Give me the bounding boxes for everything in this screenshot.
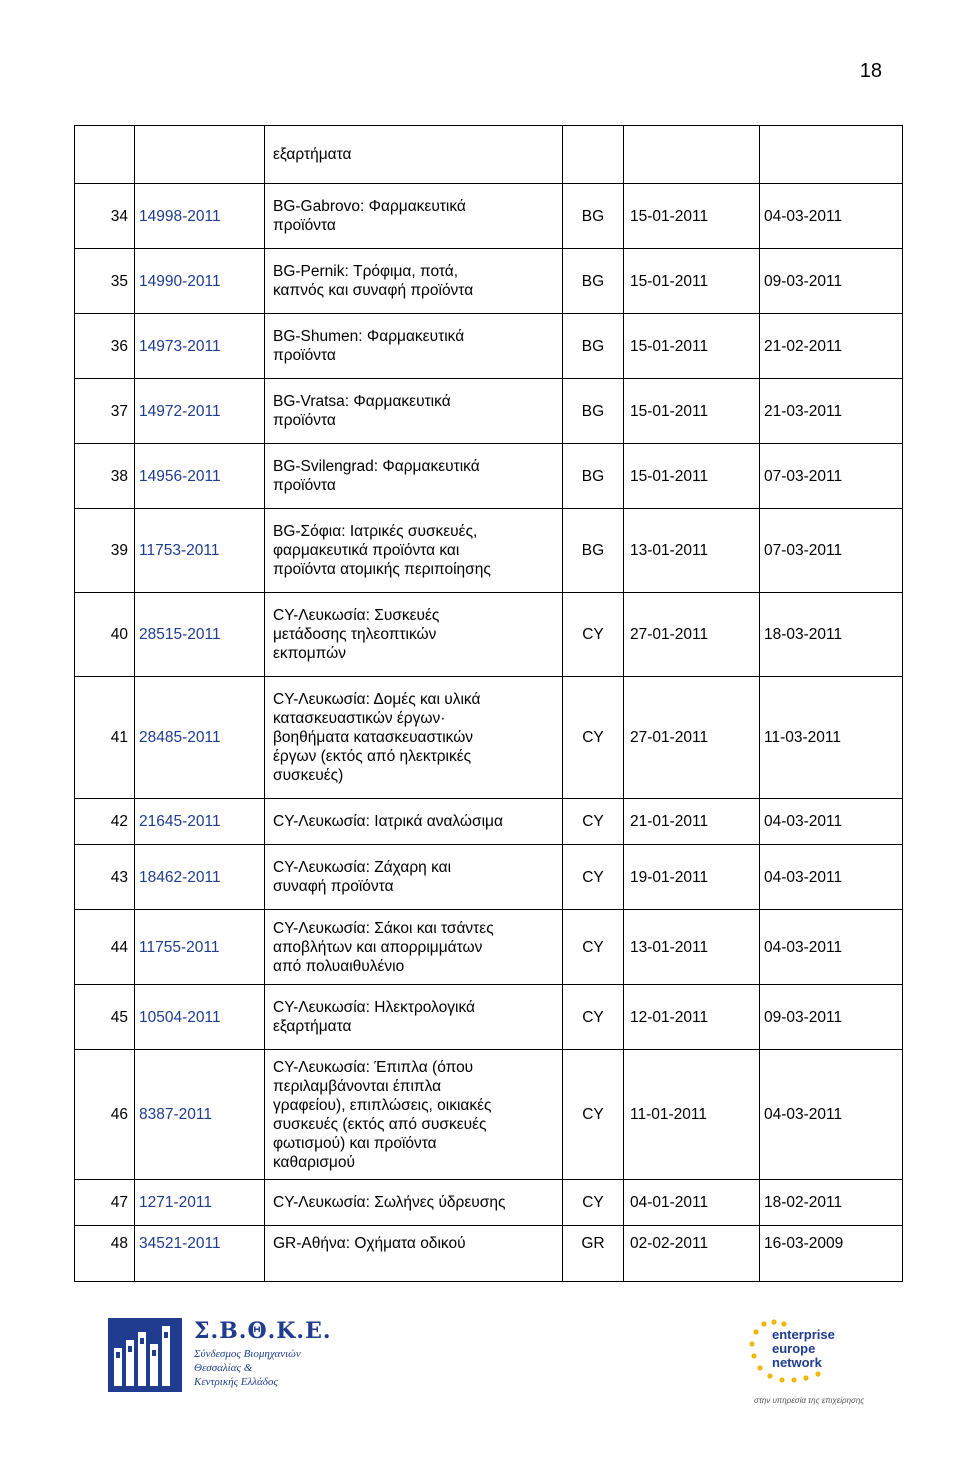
description-line: έργων (εκτός από ηλεκτρικές <box>273 748 472 765</box>
description-line: προϊόντα <box>273 217 336 234</box>
description-line: καθαρισμού <box>273 1153 355 1171</box>
cell-reference: 14998-2011 <box>135 184 265 249</box>
cell-date-deadline: 21-03-2011 <box>760 379 903 444</box>
cell-reference: 14973-2011 <box>135 314 265 379</box>
cell-country: GR <box>563 1226 624 1282</box>
table-row <box>75 1050 903 1180</box>
cell-index: 39 <box>75 509 135 593</box>
cell-index: 35 <box>75 249 135 314</box>
cell-date-published: 15-01-2011 <box>624 314 760 379</box>
description-line: περιλαμβάνονται έπιπλα <box>273 1077 442 1095</box>
cell-reference: 8387-2011 <box>135 1050 265 1180</box>
cell-description <box>265 379 563 444</box>
cell-date-published <box>624 126 760 184</box>
cell-index: 48 <box>75 1226 135 1282</box>
table-row <box>75 444 903 509</box>
description-line: BG-Pernik: Τρόφιμα, ποτά, <box>273 263 459 280</box>
cell-description <box>265 1226 563 1282</box>
cell-date-published: 27-01-2011 <box>624 677 760 799</box>
description-line: μετάδοσης τηλεοπτικών <box>273 626 437 643</box>
description-line: BG-Vratsa: Φαρμακευτικά <box>273 393 451 410</box>
table-row <box>75 985 903 1050</box>
cell-country: CY <box>563 845 624 910</box>
cell-date-published: 21-01-2011 <box>624 799 760 845</box>
cell-index: 37 <box>75 379 135 444</box>
description-line: συσκευές) <box>273 767 344 784</box>
sbtke-logo-icon <box>108 1318 182 1392</box>
cell-country: BG <box>563 249 624 314</box>
description-line: BG-Gabrovo: Φαρμακευτικά <box>273 198 466 215</box>
cell-country: CY <box>563 985 624 1050</box>
cell-country: BG <box>563 184 624 249</box>
cell-date-published: 12-01-2011 <box>624 985 760 1050</box>
cell-date-published: 27-01-2011 <box>624 593 760 677</box>
table-row <box>75 184 903 249</box>
cell-description <box>265 314 563 379</box>
een-line: enterprise <box>772 1327 835 1342</box>
cell-country: BG <box>563 444 624 509</box>
cell-description: εξαρτήματα <box>265 126 563 184</box>
cell-index: 45 <box>75 985 135 1050</box>
cell-country <box>563 126 624 184</box>
table-row <box>75 799 903 845</box>
description-line: συσκευές (εκτός από συσκευές <box>273 1115 487 1133</box>
cell-description <box>265 845 563 910</box>
description-line: CY-Λευκωσία: Σάκοι και τσάντες <box>273 919 494 937</box>
cell-reference: 28515-2011 <box>135 593 265 677</box>
sbtke-subtitle-line: Σύνδεσμος Βιομηχανιών <box>194 1348 301 1360</box>
description-line: προϊόντα <box>273 477 336 494</box>
description-line: CY-Λευκωσία: Σωλήνες ύδρευσης <box>273 1194 506 1211</box>
table-row <box>75 677 903 799</box>
cell-description <box>265 1050 563 1180</box>
een-line: network <box>772 1355 822 1370</box>
cell-index: 40 <box>75 593 135 677</box>
table-row <box>75 1180 903 1226</box>
description-line: CY-Λευκωσία: Συσκευές <box>273 607 440 624</box>
sbtke-subtitle-line: Θεσσαλίας & <box>194 1362 253 1374</box>
cell-description <box>265 910 563 985</box>
cell-reference: 14956-2011 <box>135 444 265 509</box>
cell-reference: 14990-2011 <box>135 249 265 314</box>
description-line: BG-Shumen: Φαρμακευτικά <box>273 328 465 345</box>
cell-description <box>265 509 563 593</box>
cell-date-published: 19-01-2011 <box>624 845 760 910</box>
description-line: προϊόντα <box>273 412 336 429</box>
description-line: συναφή προϊόντα <box>273 878 394 895</box>
sbtke-title: Σ.Β.Θ.Κ.Ε. <box>194 1318 332 1344</box>
description-line: φωτισμού) και προϊόντα <box>273 1134 437 1152</box>
cell-index: 36 <box>75 314 135 379</box>
cell-index <box>75 126 135 184</box>
cell-index: 47 <box>75 1180 135 1226</box>
cell-reference: 18462-2011 <box>135 845 265 910</box>
cell-date-deadline: 18-03-2011 <box>760 593 903 677</box>
table-row-continued <box>75 126 903 184</box>
table-row <box>75 910 903 985</box>
cell-date-deadline: 04-03-2011 <box>760 799 903 845</box>
cell-reference: 21645-2011 <box>135 799 265 845</box>
cell-index: 38 <box>75 444 135 509</box>
cell-index: 44 <box>75 910 135 985</box>
cell-date-deadline: 21-02-2011 <box>760 314 903 379</box>
cell-date-published: 15-01-2011 <box>624 379 760 444</box>
table-row <box>75 379 903 444</box>
description-line: εξαρτήματα <box>273 1018 352 1035</box>
cell-date-deadline: 07-03-2011 <box>760 509 903 593</box>
cell-country: CY <box>563 1180 624 1226</box>
description-line: προϊόντα <box>273 347 336 364</box>
table-row <box>75 593 903 677</box>
cell-description <box>265 677 563 799</box>
description-line: από πολυαιθυλένιο <box>273 957 405 975</box>
cell-date-deadline: 09-03-2011 <box>760 249 903 314</box>
description-line: αποβλήτων και απορριμμάτων <box>273 938 483 956</box>
enterprise-europe-network-logo <box>748 1318 868 1408</box>
cell-date-published: 02-02-2011 <box>624 1226 760 1282</box>
cell-description <box>265 249 563 314</box>
sbtke-logo <box>108 1318 332 1400</box>
cell-description <box>265 799 563 845</box>
description-line: προϊόντα ατομικής περιποίησης <box>273 561 491 578</box>
cell-date-published: 15-01-2011 <box>624 249 760 314</box>
sbtke-subtitle-line: Κεντρικής Ελλάδος <box>194 1376 278 1388</box>
cell-description <box>265 593 563 677</box>
cell-country: CY <box>563 677 624 799</box>
cell-country: CY <box>563 910 624 985</box>
cell-description <box>265 1180 563 1226</box>
cell-date-published: 13-01-2011 <box>624 910 760 985</box>
description-line: κατασκευαστικών έργων· <box>273 710 446 727</box>
cell-date-deadline: 04-03-2011 <box>760 184 903 249</box>
cell-index: 46 <box>75 1050 135 1180</box>
description-line: βοηθήματα κατασκευαστικών <box>273 729 474 746</box>
cell-description <box>265 184 563 249</box>
description-line: γραφείου), επιπλώσεις, οικιακές <box>273 1096 492 1114</box>
cell-date-deadline <box>760 126 903 184</box>
table-row <box>75 845 903 910</box>
description-line: φαρμακευτικά προϊόντα και <box>273 542 460 559</box>
cell-reference: 34521-2011 <box>135 1226 265 1282</box>
cell-country: BG <box>563 314 624 379</box>
cell-index: 41 <box>75 677 135 799</box>
cell-country: CY <box>563 1050 624 1180</box>
cell-index: 43 <box>75 845 135 910</box>
cell-date-deadline: 04-03-2011 <box>760 845 903 910</box>
table-row <box>75 1226 903 1282</box>
description-line: BG-Σόφια: Ιατρικές συσκευές, <box>273 523 478 540</box>
cell-date-deadline: 07-03-2011 <box>760 444 903 509</box>
description-line: CY-Λευκωσία: Έπιπλα (όπου <box>273 1058 474 1076</box>
cell-reference: 10504-2011 <box>135 985 265 1050</box>
description-line: BG-Svilengrad: Φαρμακευτικά <box>273 458 480 475</box>
cell-description <box>265 985 563 1050</box>
description-line: καπνός και συναφή προϊόντα <box>273 282 474 299</box>
page-number: 18 <box>859 60 882 82</box>
cell-description <box>265 444 563 509</box>
table-row <box>75 509 903 593</box>
cell-country: CY <box>563 593 624 677</box>
description-line: GR-Αθήνα: Οχήματα οδικού <box>273 1235 466 1252</box>
description-line: CY-Λευκωσία: Ζάχαρη και <box>273 859 452 876</box>
cell-date-published: 11-01-2011 <box>624 1050 760 1180</box>
cell-country: BG <box>563 379 624 444</box>
description-line: CY-Λευκωσία: Δομές και υλικά <box>273 691 481 708</box>
cell-index: 34 <box>75 184 135 249</box>
cell-reference: 28485-2011 <box>135 677 265 799</box>
cell-reference: 11755-2011 <box>135 910 265 985</box>
table-row <box>75 249 903 314</box>
cell-country: CY <box>563 799 624 845</box>
cell-reference <box>135 126 265 184</box>
een-tagline: στην υπηρεσία της επιχείρησης <box>754 1396 865 1405</box>
cell-date-deadline: 11-03-2011 <box>760 677 903 799</box>
cell-reference: 11753-2011 <box>135 509 265 593</box>
cell-date-published: 15-01-2011 <box>624 444 760 509</box>
cell-date-deadline: 04-03-2011 <box>760 910 903 985</box>
cell-country: BG <box>563 509 624 593</box>
tenders-table <box>74 125 903 1282</box>
description-line: εκπομπών <box>273 645 347 662</box>
cell-date-deadline: 16-03-2009 <box>760 1226 903 1282</box>
cell-date-published: 13-01-2011 <box>624 509 760 593</box>
cell-date-published: 15-01-2011 <box>624 184 760 249</box>
cell-date-published: 04-01-2011 <box>624 1180 760 1226</box>
een-line: europe <box>772 1341 816 1356</box>
table-row <box>75 314 903 379</box>
cell-date-deadline: 09-03-2011 <box>760 985 903 1050</box>
description-line: CY-Λευκωσία: Ιατρικά αναλώσιμα <box>273 813 503 830</box>
cell-date-deadline: 18-02-2011 <box>760 1180 903 1226</box>
cell-date-deadline: 04-03-2011 <box>760 1050 903 1180</box>
cell-reference: 14972-2011 <box>135 379 265 444</box>
cell-index: 42 <box>75 799 135 845</box>
description-line: CY-Λευκωσία: Ηλεκτρολογικά <box>273 999 475 1016</box>
cell-reference: 1271-2011 <box>135 1180 265 1226</box>
